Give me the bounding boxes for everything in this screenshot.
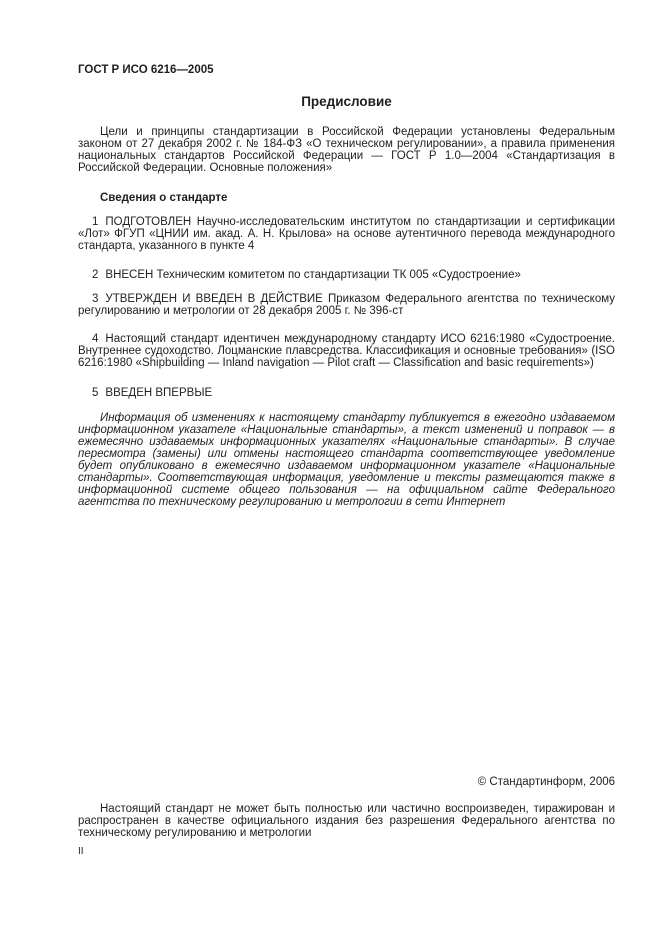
- intro-paragraph: Цели и принципы стандартизации в Российской Федерации установлены Федеральным законом от 27 декабря 2002 г. № 184-ФЗ «О техническом регулировании», а правила применения национальных стандартов Российской Федерации — ГОСТ Р 1.0—2004 «Стандартизация в Российской Федерации. Основные положения»: [78, 126, 615, 174]
- amendments-note: Информация об изменениях к настоящему стандарту публикуется в ежегодно издаваемом информационном указателе «Национальные стандарты», а текст изменений и поправок — в ежемесячно издаваемых информационных указателях «Национальные стандарты». В случае пересмотра (замены) или отмены настоящего стандарта соответствующее уведомление будет опубликовано в ежемесячно издаваемом информационном указателе «Национальные стандарты». Соответствующая информация, уведомление и тексты размещаются также в информационной системе общего пользования — на официальном сайте Федерального агентства по техническому регулированию и метрологии в сети Интернет: [78, 412, 615, 508]
- standard-info-item-3: [78, 293, 615, 317]
- standard-info-item-5: [78, 387, 615, 399]
- standard-info-heading: Сведения о стандарте: [100, 192, 228, 204]
- item-text: УТВЕРЖДЕН И ВВЕДЕН В ДЕЙСТВИЕ Приказом Федерального агентства по техническому регулированию и метрологии от 28 декабря 2005 г. № 396-ст: [78, 293, 615, 317]
- copyright-line: © Стандартинформ, 2006: [477, 776, 615, 788]
- standard-info-item-1: [78, 216, 615, 252]
- item-text: Настоящий стандарт идентичен международному стандарту ИСО 6216:1980 «Судостроение. Внутреннее судоходство. Лоцманские плавсредства. Классификация и основные требования» (ISO 6216:1980 «Shipbuilding — Inland navigation — Pilot craft — Classification and basic requirements»): [78, 333, 615, 369]
- item-number: 5: [92, 387, 99, 399]
- item-number: 2: [92, 269, 99, 281]
- page-content: [78, 0, 615, 857]
- reproduction-restriction: Настоящий стандарт не может быть полностью или частично воспроизведен, тиражирован и распространен в качестве официального издания без разрешения Федерального агентства по техническому регулированию и метрологии: [78, 803, 615, 839]
- section-title: Предисловие: [301, 94, 392, 109]
- item-number: 4: [92, 333, 99, 345]
- standard-info-item-2: [78, 269, 615, 281]
- standard-info-item-4: [78, 333, 615, 369]
- page-number: II: [78, 846, 84, 857]
- item-number: 1: [92, 216, 99, 228]
- item-number: 3: [92, 293, 99, 305]
- doc-code: ГОСТ Р ИСО 6216—2005: [78, 64, 214, 76]
- item-text: ПОДГОТОВЛЕН Научно-исследовательским институтом по стандартизации и сертификации «Лот» ФГУП «ЦНИИ им. акад. А. Н. Крылова» на основе аутентичного перевода международного стандарта, указанного в пункте 4: [78, 216, 615, 252]
- item-text: ВНЕСЕН Техническим комитетом по стандартизации ТК 005 «Судостроение»: [105, 269, 521, 281]
- item-text: ВВЕДЕН ВПЕРВЫЕ: [105, 387, 213, 399]
